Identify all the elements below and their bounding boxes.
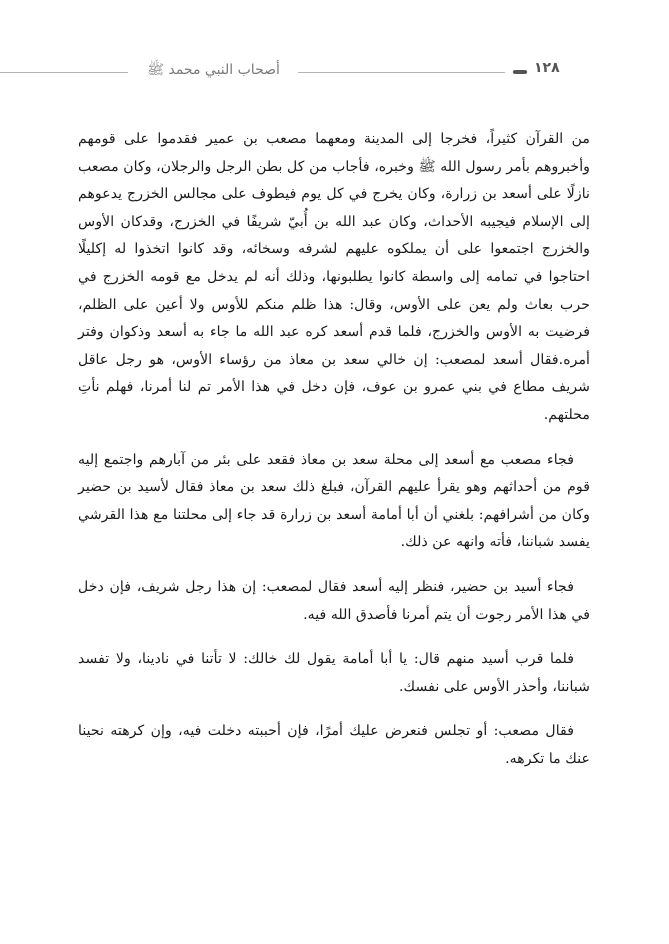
paragraph-gap	[78, 629, 590, 646]
page-body	[78, 126, 590, 773]
paragraph-4: فلما قرب أسيد منهم قال: يا أبا أمامة يقول لك خالك: لا تأتنا في نادينا، ولا تفسد شباننا، وأحذر الأوس على نفسك.	[78, 651, 590, 695]
header-rule-left	[0, 72, 128, 73]
paragraph-5: فقال مصعب: أو تجلس فنعرض عليك أمرًا، فإن أحببته دخلت فيه، وإن كرهته نحينا عنك ما تكرهه.	[78, 723, 590, 767]
paragraph-2: فجاء مصعب مع أسعد إلى محلة سعد بن معاذ فقعد على بئر من آبارهم واجتمع إليه قوم من أحداثهم وهو يقرأ عليهم القرآن، فبلغ ذلك سعد بن معاذ فقال لأسيد بن حضير وكان من أشرافهم: بلغني أن أبا أمامة أسعد بن زرارة قد جاء إلى محلتنا مع هذا القرشي يفسد شباننا، فأته وانهه عن ذلك.	[78, 451, 590, 551]
paragraph-gap	[78, 557, 590, 574]
paragraph-gap	[78, 701, 590, 718]
header-dash	[513, 70, 527, 74]
header-rule-right	[298, 72, 505, 73]
book-title: أصحاب النبي محمد ﷺ	[147, 62, 280, 78]
paragraph-3: فجاء أسيد بن حضير، فنظر إليه أسعد فقال لمصعب: إن هذا رجل شريف، فإن دخل في هذا الأمر رجوت أن يتم أمرنا فأصدق الله فيه.	[78, 578, 590, 623]
page-header	[0, 58, 669, 86]
page-number: ١٢٨	[534, 60, 560, 76]
paragraph-gap	[78, 430, 590, 447]
paragraph-1: من القرآن كثيراً، فخرجا إلى المدينة ومعهما مصعب بن عمير فقدموا على قومهم وأخبروهم بأمر رسول الله ﷺ وخبره، فأجاب من كل بطن الرجل والرجلان، وكان مصعب نازلًا على أسعد بن زرارة، وكان يخرج في كل يوم فيطوف على مجالس الخزرج يدعوهم إلى الإسلام فيجيبه الأحداث، وكان عبد الله بن أُبيّ شريفًا في الخزرج، وقدكان الأوس والخزرج اجتمعوا على أن يملكوه عليهم لشرفه وسخائه، وقد كانوا اتخذوا له إكليلًا احتاجوا في تمامه إلى واسطة كانوا يطلبونها، وذلك أنه لم يدخل مع قومه الخزرج في حرب بعاث ولم يعن على الأوس، وقال: هذا ظلم منكم للأوس ولا أعين على الظلم، فرضيت به الأوس والخزرج، فلما قدم أسعد كره عبد الله ما جاء به أسعد وذكوان وفتر أمره.فقال أسعد لمصعب: إن خالي سعد بن معاذ من رؤساء الأوس، هو رجل عاقل شريف مطاع في بني عمرو بن عوف، فإن دخل في هذا الأمر تم لنا أمرنا، فهلم نأتِ محلتهم.	[78, 131, 590, 423]
